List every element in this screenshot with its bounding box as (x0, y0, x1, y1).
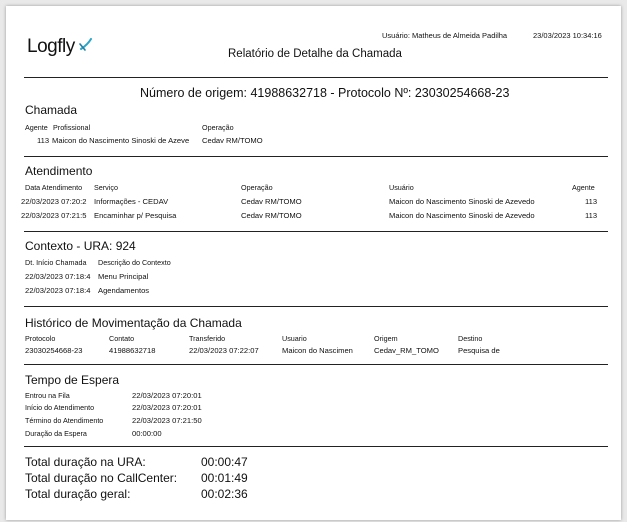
col-header-operacao: Operação (202, 123, 234, 132)
col-header-agente: Agente (25, 123, 48, 132)
section-title-espera: Tempo de Espera (25, 373, 120, 387)
section-title-historico: Histórico de Movimentação da Chamada (25, 316, 242, 330)
logo-swoosh-icon (79, 38, 93, 52)
col-header-descricao: Descrição do Contexto (98, 258, 171, 267)
wait-value: 00:00:00 (132, 429, 162, 438)
report-title: Relatório de Detalhe da Chamada (228, 48, 402, 60)
divider (24, 156, 608, 157)
report-datetime: 23/03/2023 10:34:16 (533, 31, 602, 40)
divider (24, 446, 608, 447)
table-cell: Encaminhar p/ Pesquisa (94, 211, 177, 220)
table-cell: 113 (585, 197, 598, 206)
col-header-servico: Serviço (94, 183, 118, 192)
col-header-origem: Origem (374, 334, 398, 343)
user-label: Usuário: Matheus de Almeida Padilha (382, 31, 508, 40)
total-label-geral: Total duração geral: (25, 487, 131, 501)
divider (24, 306, 608, 307)
agent-name: Maicon do Nascimento Sinoski de Azeve (52, 136, 190, 145)
col-header-profissional: Profissional (53, 123, 91, 132)
col-header-data-atendimento: Data Atendimento (25, 183, 83, 192)
operation-value: Cedav RM/TOMO (202, 136, 263, 145)
table-cell: Cedav_RM_TOMO (374, 346, 439, 355)
table-cell: Menu Principal (98, 272, 149, 281)
table-cell: 22/03/2023 07:21:5 (21, 211, 87, 220)
total-value-callcenter: 00:01:49 (201, 471, 248, 485)
table-cell: Maicon do Nascimento Sinoski de Azevedo (389, 197, 535, 206)
logfly-logo (27, 36, 75, 58)
col-header-agente: Agente (572, 183, 595, 192)
section-title-chamada: Chamada (25, 103, 78, 117)
divider (24, 364, 608, 365)
total-label-ura: Total duração na URA: (25, 455, 146, 469)
wait-label: Entrou na Fila (25, 391, 70, 400)
agent-id: 113 (37, 136, 50, 145)
table-cell: Pesquisa de (458, 346, 500, 355)
table-cell: Agendamentos (98, 286, 150, 295)
table-cell: Cedav RM/TOMO (241, 197, 302, 206)
col-header-destino: Destino (458, 334, 483, 343)
wait-value: 22/03/2023 07:20:01 (132, 403, 202, 412)
col-header-usuario: Usuario (282, 334, 307, 343)
wait-value: 22/03/2023 07:20:01 (132, 391, 202, 400)
table-cell: Informações - CEDAV (94, 197, 169, 206)
table-cell: 23030254668-23 (25, 346, 83, 355)
wait-value: 22/03/2023 07:21:50 (132, 416, 202, 425)
table-cell: Cedav RM/TOMO (241, 211, 302, 220)
divider (24, 77, 608, 78)
divider (24, 231, 608, 232)
table-cell: 22/03/2023 07:20:2 (21, 197, 87, 206)
report-page (6, 6, 621, 520)
wait-label: Início do Atendimento (25, 403, 95, 412)
total-value-geral: 00:02:36 (201, 487, 248, 501)
section-title-atendimento: Atendimento (25, 164, 93, 178)
total-label-callcenter: Total duração no CallCenter: (25, 471, 178, 485)
wait-label: Duração da Espera (25, 429, 87, 438)
table-cell: Maicon do Nascimento Sinoski de Azevedo (389, 211, 535, 220)
origin-protocol-line: Número de origem: 41988632718 - Protocolo Nº: 23030254668-23 (140, 86, 510, 100)
col-header-transferido: Transferido (189, 334, 226, 343)
table-cell: Maicon do Nascimen (282, 346, 353, 355)
table-cell: 22/03/2023 07:18:4 (25, 272, 91, 281)
col-header-contato: Contato (109, 334, 135, 343)
table-cell: 41988632718 (109, 346, 156, 355)
table-cell: 22/03/2023 07:22:07 (189, 346, 259, 355)
section-title-contexto: Contexto - URA: 924 (25, 239, 136, 253)
table-cell: 113 (585, 211, 598, 220)
logo-text: Logfly (27, 36, 75, 57)
total-value-ura: 00:00:47 (201, 455, 248, 469)
col-header-operacao: Operação (241, 183, 273, 192)
col-header-dt-inicio: Dt. Início Chamada (25, 258, 87, 267)
col-header-protocolo: Protocolo (25, 334, 56, 343)
wait-label: Término do Atendimento (25, 416, 104, 425)
col-header-usuario: Usuário (389, 183, 414, 192)
table-cell: 22/03/2023 07:18:4 (25, 286, 91, 295)
